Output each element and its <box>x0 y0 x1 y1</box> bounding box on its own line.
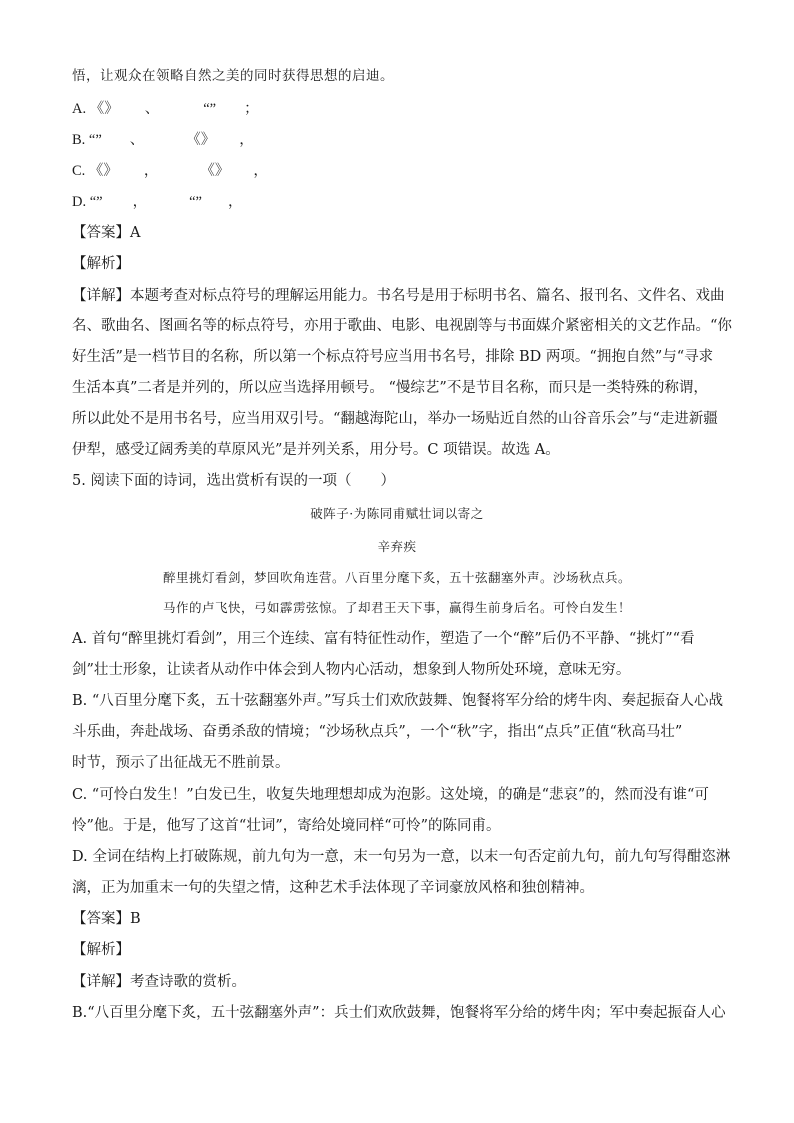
option-b-p2: 、 <box>129 132 145 148</box>
option-a-p1: A. 《》 <box>72 101 119 117</box>
detail-line-1 <box>72 972 722 992</box>
option-b-p4: ， <box>239 132 254 148</box>
option-a-p2: 、 <box>144 101 160 117</box>
answer-tag: 【答案】 <box>72 911 130 927</box>
option-b[interactable] <box>72 130 722 150</box>
option-d-p2: ， <box>132 194 148 210</box>
explanation-line-3: 好生活”是一档节目的名称，所以第一个标点符号应当用书名号，排除 BD 两项。“拥抱自然”与“寻求 <box>72 349 714 365</box>
explanation-text: 本题考查对标点符号的理解运用能力。书名号是用于标明书名、篇名、报刊名、文件名、戏曲 <box>130 288 725 304</box>
poem-line-2: 马作的卢飞快，弓如霹雳弦惊。了却君王天下事，赢得生前身后名。可怜白发生！ <box>162 600 631 615</box>
poem-title: 破阵子·为陈同甫赋壮词以寄之 <box>310 506 484 521</box>
detail-tag: 【详解】 <box>72 288 130 304</box>
choice-c-line-1: C. “可怜白发生！”白发已生，收复失地理想却成为泡影。这处境，的确是“悲哀”的，然而没有谁“可 <box>72 787 709 803</box>
analysis-heading-2: 【解析】 <box>72 942 130 958</box>
answer-value: B <box>130 911 141 927</box>
answer-tag: 【答案】 <box>72 225 130 241</box>
option-b-p3: 《》 <box>186 132 216 148</box>
detail-text: 考查诗歌的赏析。 <box>130 974 246 990</box>
question-5: 5. 阅读下面的诗词，选出赏析有误的一项（ ） <box>72 473 395 489</box>
option-c-p1: C. 《》 <box>72 163 118 179</box>
choice-a-line-1: A. 首句“醉里挑灯看剑”，用三个连续、富有特征性动作，塑造了一个“醉”后仍不平静、“挑灯”“看 <box>72 631 695 647</box>
answer-row-2 <box>72 909 722 929</box>
option-c-p3: 《》 <box>200 163 230 179</box>
choice-b-line-2: 斗乐曲，奔赴战场、奋勇杀敌的情境；“沙场秋点兵”，一个“秋”字，指出“点兵”正值“秋高马壮” <box>72 724 683 740</box>
explanation-line-2: 名、歌曲名、图画名等的标点符号，亦用于歌曲、电影、电视剧等与书面媒介紧密相关的文艺作品。“你 <box>72 318 732 334</box>
detail-tag: 【详解】 <box>72 974 130 990</box>
option-c[interactable] <box>72 161 722 181</box>
explanation-line-1 <box>72 286 725 306</box>
option-d-p4: ， <box>227 194 243 210</box>
poem-line-1: 醉里挑灯看剑，梦回吹角连营。八百里分麾下炙，五十弦翻塞外声。沙场秋点兵。 <box>162 570 631 585</box>
choice-c-line-2: 怜”他。于是，他写了这首“壮词”，寄给处境同样“可怜”的陈同甫。 <box>72 818 501 834</box>
explanation-line-5: 所以此处不是用书名号，应当用双引号。“翻越海陀山，举办一场贴近自然的山谷音乐会”与“走进新疆 <box>72 411 718 427</box>
answer-value: A <box>130 225 141 241</box>
choice-d-line-1: D. 全词在结构上打破陈规，前九句为一意，末一句另为一意，以末一句否定前九句，前九句写得酣恣淋 <box>72 849 731 865</box>
option-a-p3: “” <box>203 101 217 117</box>
detail-line-2: B.“八百里分麾下炙，五十弦翻塞外声”：兵士们欢欣鼓舞，饱餐将军分给的烤牛肉；军中奏起振奋人心 <box>72 1005 726 1021</box>
answer-row-1 <box>72 223 722 243</box>
choice-b-line-1: B. “八百里分麾下炙，五十弦翻塞外声。”写兵士们欢欣鼓舞、饱餐将军分给的烤牛肉、奏起振奋人心战 <box>72 693 723 709</box>
explanation-line-6: 伊犁，感受辽阔秀美的草原风光”是并列关系，用分号。C 项错误。故选 A。 <box>72 442 560 458</box>
option-c-p2: ， <box>143 163 159 179</box>
choice-b-line-3: 时节，预示了出征战无不胜前景。 <box>72 755 290 771</box>
option-c-p4: ， <box>253 163 268 179</box>
choice-d-line-2: 漓，正为加重末一句的失望之情，这种艺术手法体现了辛词豪放风格和独创精神。 <box>72 880 594 896</box>
choice-a-line-2: 剑”壮士形象，让读者从动作中体会到人物内心活动，想象到人物所处环境，意味无穷。 <box>72 662 631 678</box>
option-d-p1: D. “” <box>72 194 103 210</box>
option-d[interactable] <box>72 192 722 212</box>
analysis-heading-1: 【解析】 <box>72 256 130 272</box>
option-d-p3: “” <box>189 194 202 210</box>
poem-author: 辛弃疾 <box>377 539 417 554</box>
explanation-line-4: 生活本真”二者是并列的，所以应当选择用顿号。 “慢综艺”不是节目名称，而只是一类特殊的称谓， <box>72 380 708 396</box>
paragraph-tail: 悟，让观众在领略自然之美的同时获得思想的启迪。 <box>72 68 394 84</box>
option-b-p1: B. “” <box>72 132 102 148</box>
option-a[interactable] <box>72 99 722 119</box>
option-a-p4: ； <box>244 101 259 117</box>
